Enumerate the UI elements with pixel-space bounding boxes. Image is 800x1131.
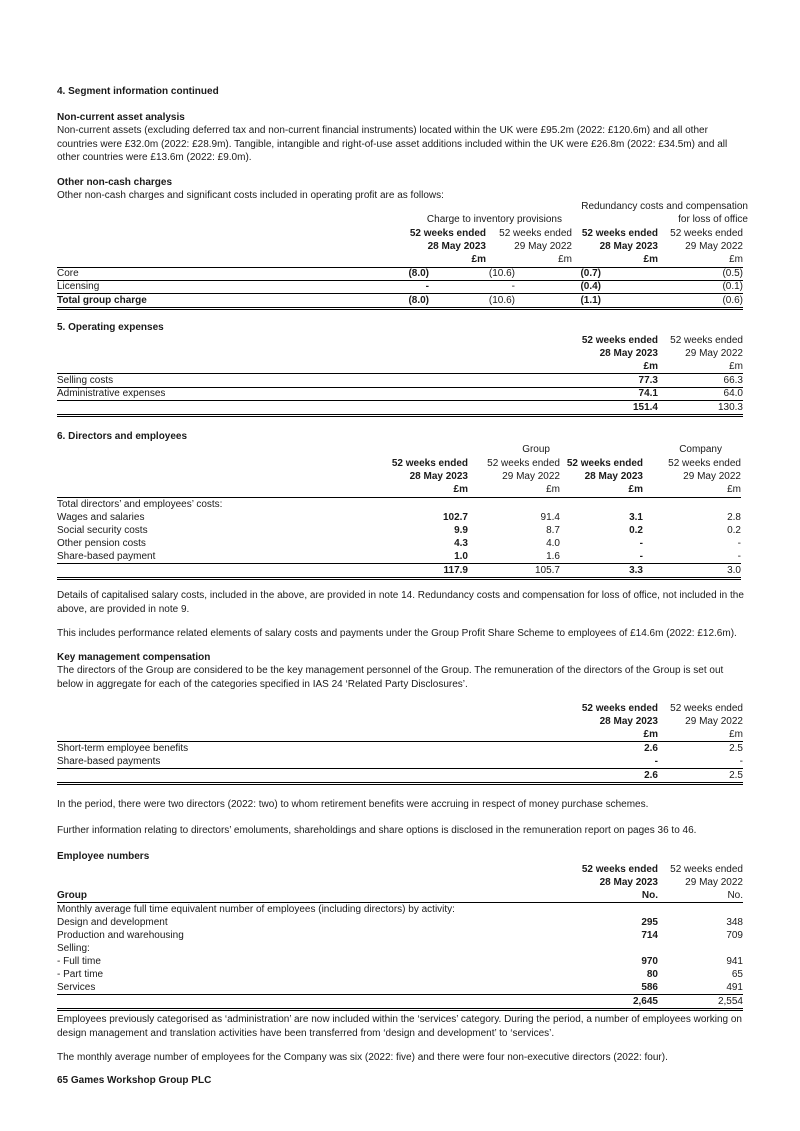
double-divider [57,307,743,310]
n5-cur-h2: 28 May 2023 [599,348,658,359]
cell: 2.6 [644,770,658,781]
double-divider [57,782,743,785]
row-label: Licensing [57,281,100,292]
kmc-cur-unit: £m [643,729,658,740]
table-row [57,512,743,525]
kmc-text: The directors of the Group are considered to be the key management personnel of the Group. The remuneration of the directors of the Group is set out below in aggregate for each of the categories specified in IAS 24 ‘Related Party Disclosures’. [57,665,724,690]
cell: - [639,538,643,549]
emp-cur-h1: 52 weeks ended [581,864,658,875]
table-row [57,917,743,930]
cell: 66.3 [723,375,743,386]
para-capitalised: Details of capitalised salary costs, included in the above, are provided in note 14. Redundancy costs and compensation for loss of office, not included in the above, are provided in note 9. [57,590,744,615]
cell: 151.4 [632,402,658,413]
n6-c-prev-h2: 29 May 2022 [683,471,741,482]
double-divider [57,577,741,580]
emp-prev-unit: No. [727,890,743,901]
redundancy-header-2: for loss of office [678,214,748,225]
emp-cur-unit: No. [641,890,658,901]
cell: 709 [726,930,743,941]
cell: 3.1 [629,512,643,523]
emp-prev-h1: 52 weeks ended [670,864,743,875]
cell: 65 [731,969,743,980]
row-label: Share-based payments [57,756,161,767]
cell: (0.7) [580,268,601,279]
nca-title: Non-current asset analysis [57,112,185,123]
cell: 74.1 [638,388,658,399]
cell: - [511,281,515,292]
cell: 2.5 [729,770,743,781]
n4-b-prev-unit: £m [729,254,743,265]
cell: (0.1) [722,281,743,292]
row-label: Share-based payment [57,551,156,562]
cell: 491 [726,982,743,993]
divider [57,373,743,374]
row-label: Social security costs [57,525,148,536]
double-divider [57,1008,743,1011]
n4-b-cur-h1: 52 weeks ended [581,228,658,239]
cell: 3.0 [727,565,741,576]
n4-a-prev-h1: 52 weeks ended [499,228,572,239]
cell: 970 [641,956,658,967]
cell: 130.3 [717,402,743,413]
emp-prev-h2: 29 May 2022 [685,877,743,888]
n4-b-cur-h2: 28 May 2023 [599,241,658,252]
cell: 117.9 [443,565,468,576]
cell: (0.5) [722,268,743,279]
cell: (8.0) [408,295,429,306]
emp-group-label: Group [57,890,87,901]
n4-b-cur-unit: £m [643,254,658,265]
table-row [57,538,743,551]
n6-g-cur-unit: £m [453,484,468,495]
table-row [57,943,743,956]
cell: 295 [641,917,658,928]
n4-a-prev-unit: £m [558,254,572,265]
n6-c-prev-h1: 52 weeks ended [668,458,741,469]
n5-prev-unit: £m [729,361,743,372]
kmc-title: Key management compensation [57,652,211,663]
cell: 105.7 [534,565,560,576]
n6-g-prev-h1: 52 weeks ended [487,458,560,469]
cell: 102.7 [442,512,468,523]
row-label: Services [57,982,96,993]
cell: - [425,281,429,292]
cell: (10.6) [488,295,515,306]
n6-intro-row: Total directors’ and employees’ costs: [57,499,223,510]
n6-c-prev-unit: £m [727,484,741,495]
cell: 3.3 [629,565,643,576]
row-label: Design and development [57,917,168,928]
kmc-prev-h2: 29 May 2022 [685,716,743,727]
page-footer: 65 Games Workshop Group PLC [57,1075,212,1086]
note5-heading: 5. Operating expenses [57,322,164,333]
cell: (0.4) [580,281,601,292]
cell: - [737,538,741,549]
row-label: Total group charge [57,295,147,306]
cell: 348 [726,917,743,928]
cell: 9.9 [454,525,468,536]
table-row [57,525,743,538]
n4-a-cur-unit: £m [471,254,486,265]
inv-provisions-header: Charge to inventory provisions [426,214,562,225]
cell: (10.6) [488,268,515,279]
cell: 4.0 [546,538,560,549]
row-label: Production and warehousing [57,930,184,941]
n5-cur-h1: 52 weeks ended [581,335,658,346]
row-label: Other pension costs [57,538,146,549]
kmc-prev-unit: £m [729,729,743,740]
cell: 714 [641,930,658,941]
n6-c-cur-unit: £m [628,484,643,495]
cell: 2.8 [727,512,741,523]
cell: 0.2 [727,525,741,536]
cell: 586 [641,982,658,993]
divider [57,994,743,995]
divider [57,400,743,401]
redundancy-header-1: Redundancy costs and compensation [581,201,748,212]
cell: 941 [726,956,743,967]
emp-cur-h2: 28 May 2023 [599,877,658,888]
n4-a-prev-h2: 29 May 2022 [514,241,572,252]
table-row [57,930,743,943]
cell: 2.6 [644,743,658,754]
cell: 80 [646,969,658,980]
para-company-employees: The monthly average number of employees for the Company was six (2022: five) and there were four non-executive directors (2022: four). [57,1052,668,1063]
table-row [57,743,743,756]
row-label: Selling costs [57,375,114,386]
row-label: - Full time [57,956,101,967]
cell: (1.1) [580,295,601,306]
note4-heading: 4. Segment information continued [57,86,219,97]
company-header: Company [679,444,722,455]
kmc-cur-h1: 52 weeks ended [581,703,658,714]
n4-b-prev-h1: 52 weeks ended [670,228,743,239]
cell: 2.5 [729,743,743,754]
table-row [57,969,743,982]
n6-g-prev-h2: 29 May 2022 [502,471,560,482]
cell: (0.6) [722,295,743,306]
cell: 4.3 [454,538,468,549]
cell: 1.6 [546,551,560,562]
row-label: - Part time [57,969,104,980]
kmc-prev-h1: 52 weeks ended [670,703,743,714]
row-label: Wages and salaries [57,512,145,523]
note6-heading: 6. Directors and employees [57,431,188,442]
cell: 2,554 [717,996,743,1007]
cell: 77.3 [638,375,658,386]
n6-g-cur-h1: 52 weeks ended [391,458,468,469]
onc-text: Other non-cash charges and significant costs included in operating profit are as follows: [57,190,444,201]
row-label: Selling: [57,943,90,954]
kmc-cur-h2: 28 May 2023 [599,716,658,727]
divider [57,741,743,742]
cell: - [737,551,741,562]
row-label: Administrative expenses [57,388,166,399]
cell: 8.7 [546,525,560,536]
cell: - [654,756,658,767]
cell: 2,645 [632,996,658,1007]
onc-title: Other non-cash charges [57,177,173,188]
cell: 1.0 [454,551,468,562]
n4-a-cur-h1: 52 weeks ended [409,228,486,239]
para-retirement: In the period, there were two directors (2022: two) to whom retirement benefits were accruing in respect of money purchase schemes. [57,799,649,810]
table-row [57,956,743,969]
row-label: Core [57,268,79,279]
cell: 64.0 [723,388,743,399]
cell: - [739,756,743,767]
para-performance: This includes performance related elements of salary costs and payments under the Group Profit Share Scheme to employees of £14.6m (2022: £12.6m). [57,628,737,639]
cell: (8.0) [408,268,429,279]
divider [57,293,743,294]
cell: 0.2 [629,525,643,536]
n5-prev-h2: 29 May 2022 [685,348,743,359]
para-categories: Employees previously categorised as ‘administration’ are now included within the ‘services’ category. During the period, a number of employees working on design management and translation activities have been transferred from ‘design and development’ to ‘services’. [57,1014,742,1039]
divider [57,768,743,769]
n6-c-cur-h2: 28 May 2023 [584,471,643,482]
para-emoluments: Further information relating to directors’ emoluments, shareholdings and share options is disclosed in the remuneration report on pages 36 to 46. [57,825,697,836]
divider [57,497,741,498]
nca-text: Non-current assets (excluding deferred tax and non-current financial instruments) located within the UK were £95.2m (2022: £120.6m) and all other countries were £32.0m (2022: £28.9m). Tangible, intangible and right-of-use asset additions included within the UK were £26.8m (2022: £34.5m) and all other countries were £13.6m (2022: £9.0m). [57,125,728,163]
group-header: Group [522,444,550,455]
n4-b-prev-h2: 29 May 2022 [685,241,743,252]
n5-cur-unit: £m [643,361,658,372]
emp-title: Employee numbers [57,851,150,862]
emp-intro: Monthly average full time equivalent number of employees (including directors) by activity: [57,904,455,915]
n6-c-cur-h1: 52 weeks ended [566,458,643,469]
divider [57,563,741,564]
n5-prev-h1: 52 weeks ended [670,335,743,346]
n6-g-cur-h2: 28 May 2023 [409,471,468,482]
row-label: Short-term employee benefits [57,743,189,754]
divider [57,902,743,903]
cell: 91.4 [540,512,560,523]
n4-a-cur-h2: 28 May 2023 [427,241,486,252]
cell: - [639,551,643,562]
n6-g-prev-unit: £m [546,484,560,495]
double-divider [57,414,743,417]
